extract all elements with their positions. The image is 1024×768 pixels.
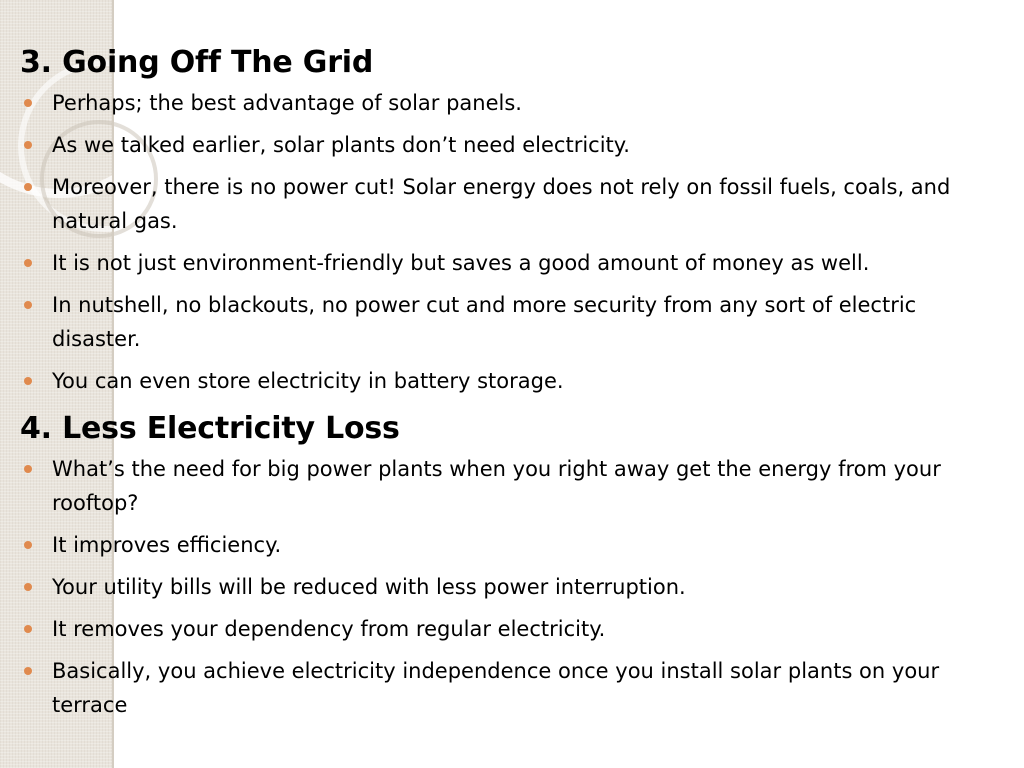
- list-item: [20, 364, 1010, 398]
- slide-content: [20, 40, 1010, 730]
- bullet-icon: [24, 465, 32, 473]
- bullet-icon: [24, 141, 32, 149]
- bullet-text: As we talked earlier, solar plants don’t need electricity.: [52, 133, 630, 157]
- list-item: [20, 128, 1010, 162]
- bullet-text: You can even store electricity in battery storage.: [52, 369, 564, 393]
- section-less-electricity-loss: [20, 406, 1010, 722]
- section-heading: 3. Going Off The Grid: [20, 45, 374, 80]
- bullet-text: It is not just environment-friendly but saves a good amount of money as well.: [52, 251, 870, 275]
- bullet-icon: [24, 259, 32, 267]
- bullet-icon: [24, 301, 32, 309]
- bullet-text: Basically, you achieve electricity independence once you install solar plants on your terrace: [52, 659, 940, 717]
- bullet-text: Moreover, there is no power cut! Solar energy does not rely on fossil fuels, coals, and natural gas.: [52, 175, 951, 233]
- list-item: [20, 570, 1010, 604]
- list-item: [20, 246, 1010, 280]
- list-item: [20, 86, 1010, 120]
- bullet-text: Perhaps; the best advantage of solar panels.: [52, 91, 522, 115]
- list-item: [20, 452, 1010, 520]
- bullet-icon: [24, 183, 32, 191]
- bullet-text: What’s the need for big power plants when you right away get the energy from your rooftop?: [52, 457, 941, 515]
- list-item: [20, 612, 1010, 646]
- section-heading: 4. Less Electricity Loss: [20, 411, 400, 446]
- bullet-icon: [24, 625, 32, 633]
- bullet-list: [20, 452, 1010, 722]
- section-going-off-the-grid: [20, 40, 1010, 398]
- bullet-text: In nutshell, no blackouts, no power cut and more security from any sort of electric disaster.: [52, 293, 917, 351]
- list-item: [20, 170, 1010, 238]
- bullet-icon: [24, 99, 32, 107]
- list-item: [20, 654, 1010, 722]
- bullet-icon: [24, 541, 32, 549]
- bullet-icon: [24, 667, 32, 675]
- bullet-list: [20, 86, 1010, 398]
- list-item: [20, 528, 1010, 562]
- bullet-text: Your utility bills will be reduced with less power interruption.: [52, 575, 686, 599]
- bullet-icon: [24, 583, 32, 591]
- bullet-text: It removes your dependency from regular electricity.: [52, 617, 606, 641]
- bullet-text: It improves efficiency.: [52, 533, 282, 557]
- list-item: [20, 288, 1010, 356]
- bullet-icon: [24, 377, 32, 385]
